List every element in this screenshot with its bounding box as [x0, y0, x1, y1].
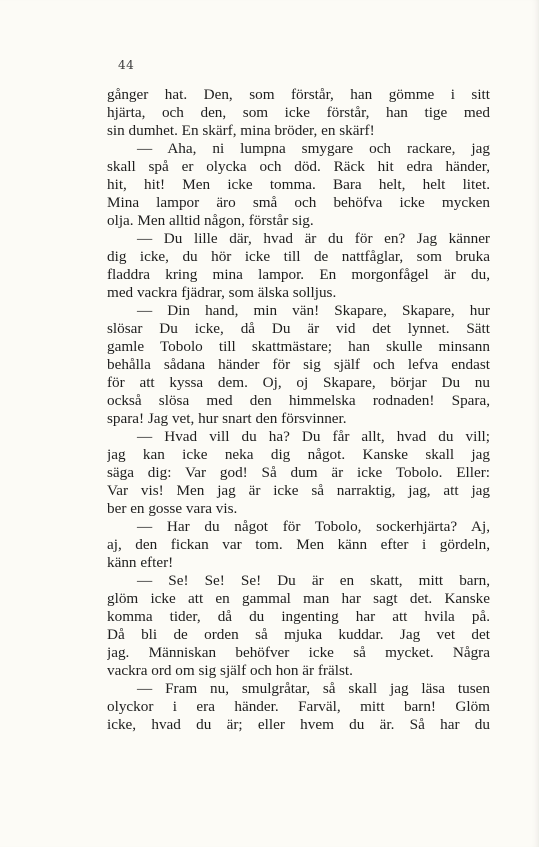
- text-line: för att kyssa dem. Oj, oj Skapare, börjar Du nu: [107, 374, 490, 391]
- text-line: Var vis! Men jag är icke så narraktig, jag, att jag: [107, 482, 490, 499]
- text-line: med vackra fjädrar, som älska solljus.: [107, 284, 337, 301]
- text-line: icke, hvad du är; eller hvem du är. Så har du: [107, 716, 490, 733]
- body-text: [107, 86, 490, 734]
- text-line: Mina lampor äro små och behöfva icke mycken: [107, 194, 490, 211]
- text-line: — Du lille där, hvad är du för en? Jag känner: [137, 230, 490, 247]
- text-line: glöm icke att en gammal man har sagt det. Kanske: [107, 590, 490, 607]
- text-line: — Har du något för Tobolo, sockerhjärta? Aj,: [137, 518, 490, 535]
- text-line: också slösa med den himmelska rodnaden! Spara,: [107, 392, 490, 409]
- text-line: hit, hit! Men icke tomma. Bara helt, helt litet.: [107, 176, 490, 193]
- text-line: jag kan icke neka dig något. Kanske skall jag: [107, 446, 490, 463]
- text-line: Då bli de orden så mjuka kuddar. Jag vet det: [107, 626, 490, 643]
- text-line: hjärta, och den, som icke förstår, han tige med: [107, 104, 490, 121]
- text-line: jag. Människan behöfver icke så mycket. Några: [107, 644, 490, 661]
- text-line: spara! Jag vet, hur snart den försvinner.: [107, 410, 347, 427]
- text-line: fladdra kring mina lampor. En morgonfågel är du,: [107, 266, 490, 283]
- text-line: — Din hand, min vän! Skapare, Skapare, hur: [137, 302, 490, 319]
- text-line: dig icke, du hör icke till de nattfåglar, som bruka: [107, 248, 490, 265]
- text-line: — Se! Se! Se! Du är en skatt, mitt barn,: [137, 572, 490, 589]
- text-line: — Fram nu, smulgråtar, så skall jag läsa tusen: [137, 680, 490, 697]
- text-line: säga dig: Var god! Så dum är icke Tobolo. Eller:: [107, 464, 490, 481]
- text-line: gamle Tobolo till skattmästare; han skulle minsann: [107, 338, 490, 355]
- text-line: ber en gosse vara vis.: [107, 500, 238, 517]
- text-line: olja. Men alltid någon, förstår sig.: [107, 212, 314, 229]
- text-line: vackra ord om sig själf och hon är frälst.: [107, 662, 353, 679]
- page-number: 44: [118, 58, 135, 72]
- text-line: sin dumhet. En skärf, mina bröder, en skärf!: [107, 122, 375, 139]
- text-line: aj, den fickan var tom. Men känn efter i gördeln,: [107, 536, 490, 553]
- text-line: — Aha, ni lumpna smygare och rackare, jag: [137, 140, 490, 157]
- text-line: olyckor i era händer. Farväl, mitt barn! Glöm: [107, 698, 490, 715]
- text-line: skall spå er olycka och död. Räck hit edra händer,: [107, 158, 490, 175]
- text-line: känn efter!: [107, 554, 174, 571]
- text-line: behålla sådana händer för sig själf och lefva endast: [107, 356, 490, 373]
- text-line: komma tider, då du ingenting har att hvila på.: [107, 608, 490, 625]
- text-line: gånger hat. Den, som förstår, han gömme i sitt: [107, 86, 490, 103]
- text-line: slösar Du icke, då Du är vid det lynnet. Sätt: [107, 320, 490, 337]
- text-line: — Hvad vill du ha? Du får allt, hvad du vill;: [137, 428, 490, 445]
